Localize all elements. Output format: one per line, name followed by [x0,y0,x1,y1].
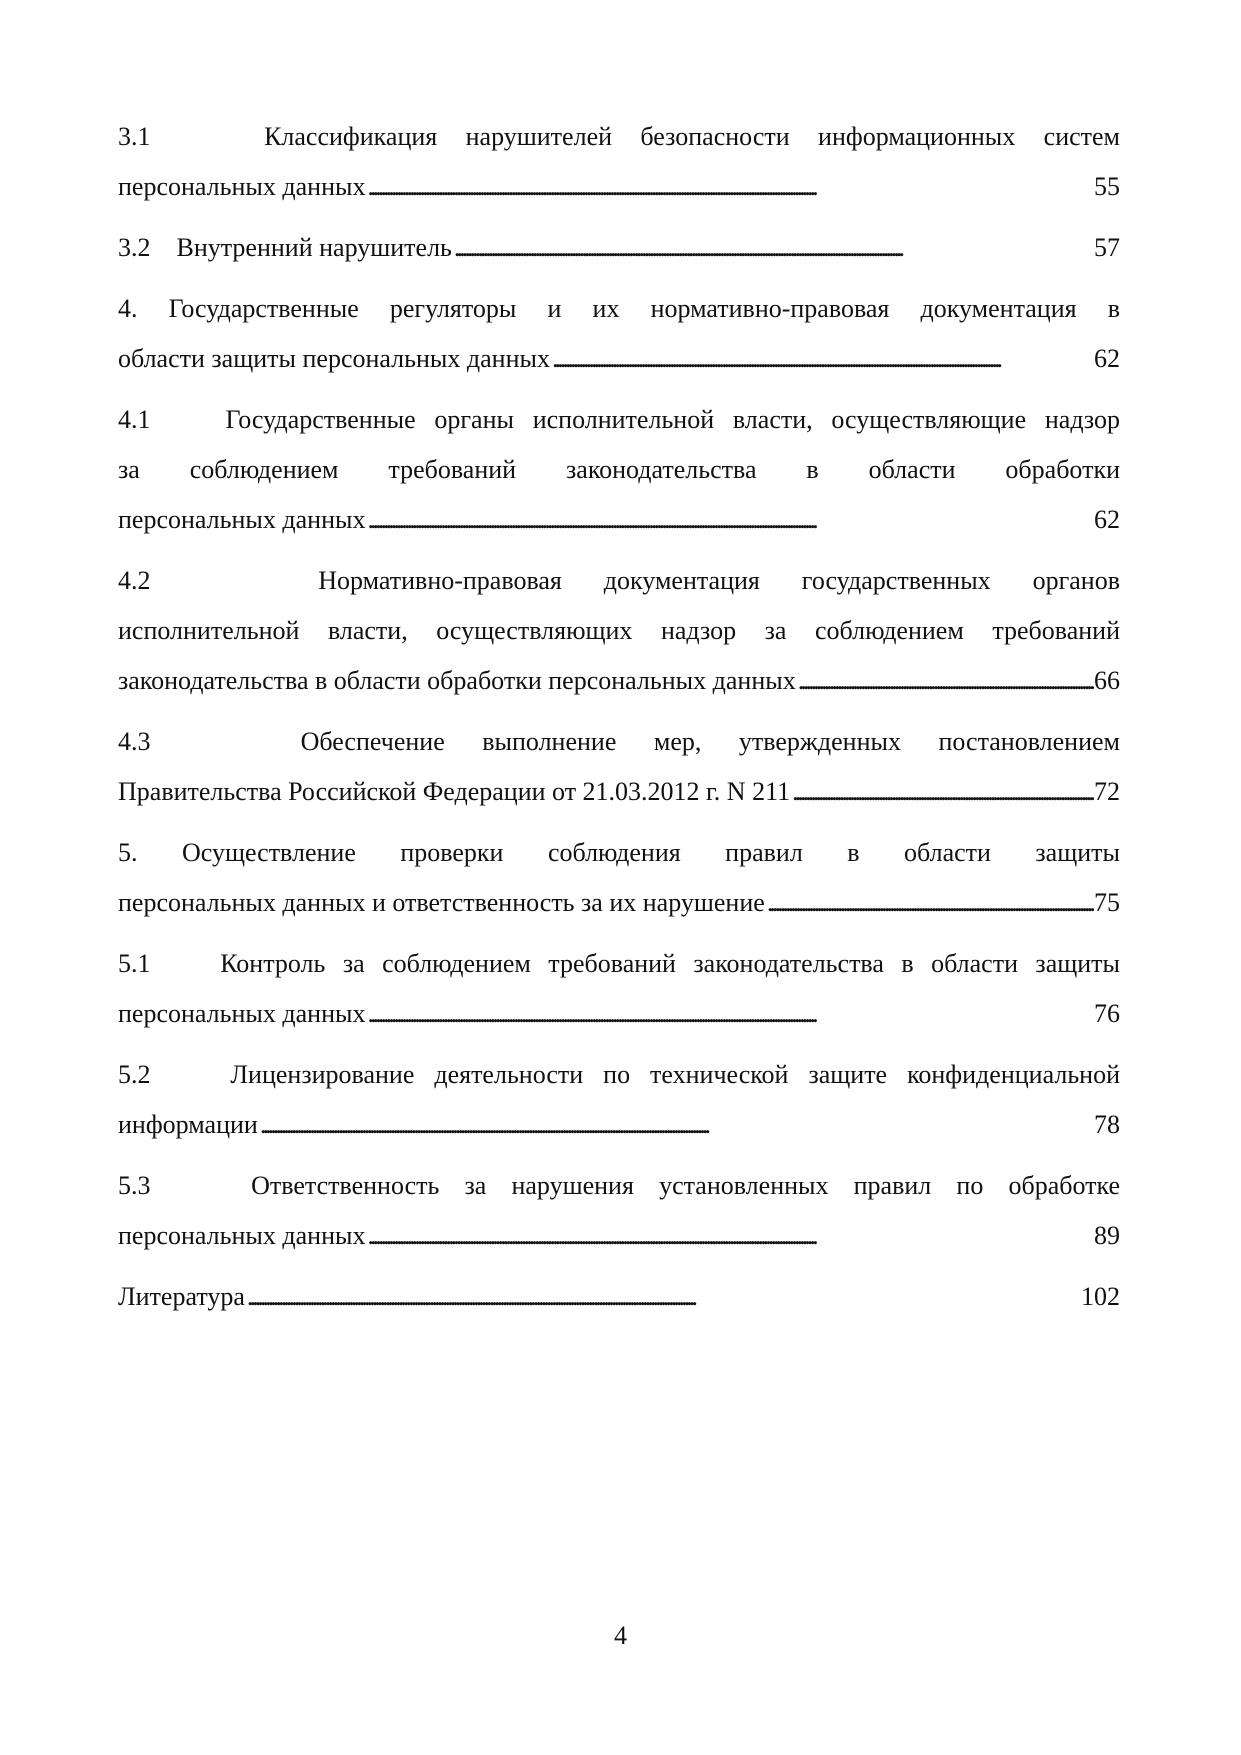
toc-page-number: 62 [1094,505,1120,534]
toc-entry-title: персональных данных и ответственность за их нарушение [118,888,765,917]
dot-leader [365,162,1094,212]
toc-page-number: 75 [1094,888,1120,917]
toc-entry-5-1[interactable] [118,939,1120,1039]
toc-entry-line: 4.3 Обеспечение выполнение мер, утвержденных постановлением [118,727,1120,756]
toc-entry-title: законодательства в области обработки персональных данных [118,666,796,695]
toc-entry-last-line [118,1211,1120,1261]
dot-leader [765,878,1094,928]
toc-entry-last-line [118,223,1120,273]
toc-page-number: 76 [1094,999,1120,1028]
toc-page-number: 66 [1094,666,1120,695]
toc-entry-last-line [118,334,1120,384]
toc-entry-last-line [118,162,1120,212]
toc-entry-title: Правительства Российской Федерации от 21.03.2012 г. N 211 [118,777,791,806]
toc-entry-last-line [118,989,1120,1039]
dot-leader [550,334,1094,384]
dot-leader [365,495,1094,545]
dot-leader [790,767,1094,817]
toc-entry-title: области защиты персональных данных [118,344,550,373]
toc-entry-line: исполнительной власти, осуществляющих надзор за соблюдением требований [118,616,1120,645]
page-number: 4 [614,1621,627,1650]
toc-entry-5[interactable] [118,828,1120,928]
toc-entry-4[interactable] [118,284,1120,384]
toc-entry-last-line [118,495,1120,545]
toc-entry-title: Литература [118,1282,245,1311]
dot-leader [452,223,1094,273]
toc-page-number: 89 [1094,1221,1120,1250]
toc-entry-5-3[interactable] [118,1161,1120,1261]
table-of-contents [118,112,1120,1333]
toc-entry-title: персональных данных [118,1221,366,1250]
dot-leader [365,1211,1094,1261]
toc-page-number: 78 [1094,1110,1120,1139]
toc-page-number: 72 [1094,777,1120,806]
toc-page-number: 57 [1094,233,1120,262]
toc-entry-line: 4.2 Нормативно-правовая документация государственных органов [118,566,1120,595]
toc-entry-3-2[interactable] [118,223,1120,273]
toc-entry-lit[interactable] [118,1272,1120,1322]
toc-entry-last-line [118,1272,1120,1322]
toc-entry-line: за соблюдением требований законодательства в области обработки [118,455,1120,484]
toc-entry-4-1[interactable] [118,395,1120,545]
toc-entry-last-line [118,767,1120,817]
toc-entry-line: 5.2 Лицензирование деятельности по технической защите конфиденциальной [118,1060,1120,1089]
toc-entry-line: 5. Осуществление проверки соблюдения правил в области защиты [118,838,1120,867]
toc-entry-title: персональных данных [118,505,366,534]
toc-entry-last-line [118,878,1120,928]
toc-entry-line: 4. Государственные регуляторы и их нормативно-правовая документация в [118,294,1120,323]
toc-page-number: 62 [1094,344,1120,373]
toc-entry-title: 3.2 Внутренний нарушитель [118,233,452,262]
dot-leader [796,656,1094,706]
toc-entry-title: информации [118,1110,258,1139]
toc-page-number: 102 [1081,1282,1120,1311]
toc-entry-5-2[interactable] [118,1050,1120,1150]
dot-leader [365,989,1094,1039]
toc-entry-4-3[interactable] [118,717,1120,817]
toc-entry-title: персональных данных [118,999,366,1028]
toc-entry-4-2[interactable] [118,556,1120,706]
toc-entry-last-line [118,1100,1120,1150]
toc-entry-title: персональных данных [118,172,366,201]
dot-leader [258,1100,1094,1150]
toc-entry-line: 4.1 Государственные органы исполнительной власти, осуществляющие надзор [118,405,1120,434]
toc-entry-line: 5.1 Контроль за соблюдением требований законодательства в области защиты [118,949,1120,978]
toc-entry-line: 3.1 Классификация нарушителей безопасности информационных систем [118,122,1120,151]
toc-entry-line: 5.3 Ответственность за нарушения установленных правил по обработке [118,1171,1120,1200]
toc-entry-3-1[interactable] [118,112,1120,212]
dot-leader [245,1272,1081,1322]
toc-entry-last-line [118,656,1120,706]
toc-page-number: 55 [1094,172,1120,201]
